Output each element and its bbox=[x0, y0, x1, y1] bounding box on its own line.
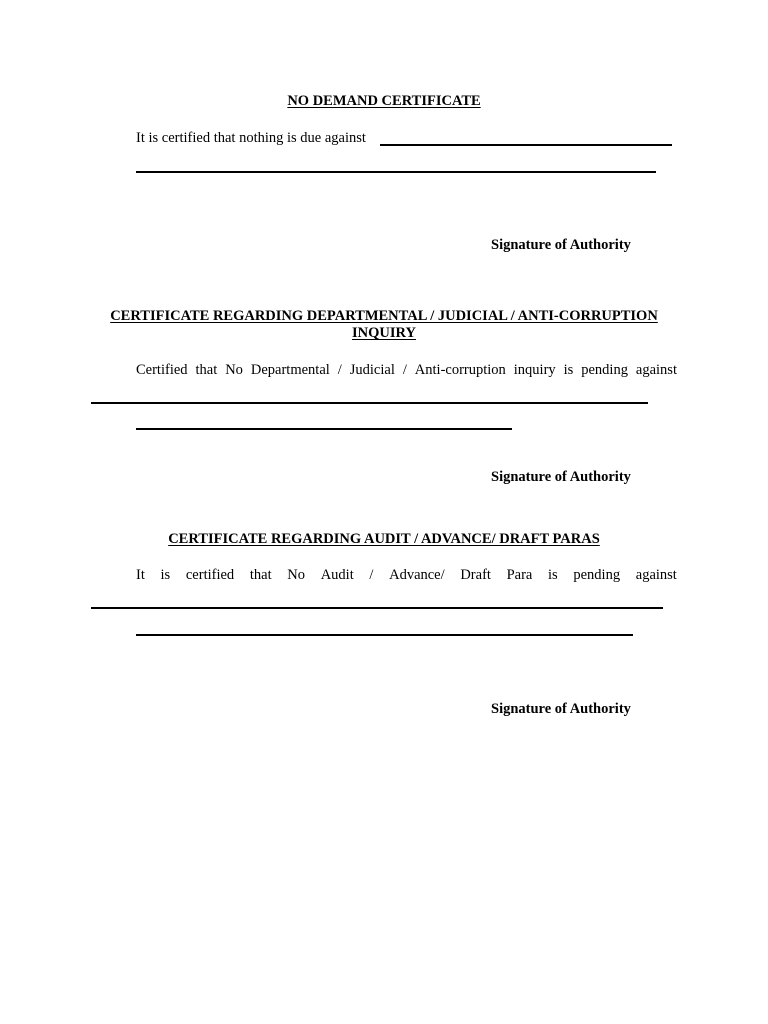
statement-word: It bbox=[136, 567, 145, 583]
statement-word: Audit bbox=[320, 567, 354, 583]
inquiry-blank-line-2 bbox=[136, 428, 512, 430]
inquiry-signature-label: Signature of Authority bbox=[491, 469, 631, 485]
statement-word: / bbox=[369, 567, 374, 583]
inquiry-heading-line2: INQUIRY bbox=[352, 325, 416, 341]
audit-signature-label: Signature of Authority bbox=[491, 701, 631, 717]
statement-word: is bbox=[160, 567, 171, 583]
no-demand-blank-line-2 bbox=[136, 171, 656, 173]
statement-word: Certified bbox=[136, 362, 188, 378]
statement-word: / bbox=[337, 362, 342, 378]
no-demand-statement: It is certified that nothing is due against bbox=[136, 130, 366, 146]
statement-word: No bbox=[225, 362, 243, 378]
audit-heading: CERTIFICATE REGARDING AUDIT / ADVANCE/ DRAFT PARAS bbox=[168, 531, 600, 547]
statement-word: Departmental bbox=[250, 362, 330, 378]
inquiry-heading-line1: CERTIFICATE REGARDING DEPARTMENTAL / JUDICIAL / ANTI-CORRUPTION bbox=[110, 308, 658, 324]
statement-word: is bbox=[563, 362, 574, 378]
statement-word: that bbox=[249, 567, 272, 583]
statement-word: Para bbox=[506, 567, 533, 583]
statement-word: pending bbox=[581, 362, 628, 378]
statement-word: Judicial bbox=[349, 362, 395, 378]
statement-word: / bbox=[402, 362, 407, 378]
statement-word: against bbox=[635, 362, 677, 378]
statement-word: Advance/ bbox=[389, 567, 445, 583]
statement-word: certified bbox=[185, 567, 235, 583]
audit-blank-line-2 bbox=[136, 634, 633, 636]
statement-word: Anti-corruption bbox=[414, 362, 506, 378]
audit-statement bbox=[136, 567, 677, 584]
inquiry-statement bbox=[136, 362, 677, 379]
no-demand-blank-line-1 bbox=[380, 144, 672, 146]
no-demand-signature-label: Signature of Authority bbox=[491, 237, 631, 253]
statement-word: that bbox=[195, 362, 218, 378]
statement-word: is bbox=[548, 567, 558, 583]
statement-word: Draft bbox=[460, 567, 491, 583]
inquiry-blank-line-1 bbox=[91, 402, 648, 404]
no-demand-heading: NO DEMAND CERTIFICATE bbox=[287, 93, 481, 109]
statement-word: against bbox=[635, 567, 677, 583]
statement-word: No bbox=[287, 567, 306, 583]
statement-word: inquiry bbox=[513, 362, 556, 378]
statement-word: pending bbox=[573, 567, 621, 583]
audit-blank-line-1 bbox=[91, 607, 663, 609]
